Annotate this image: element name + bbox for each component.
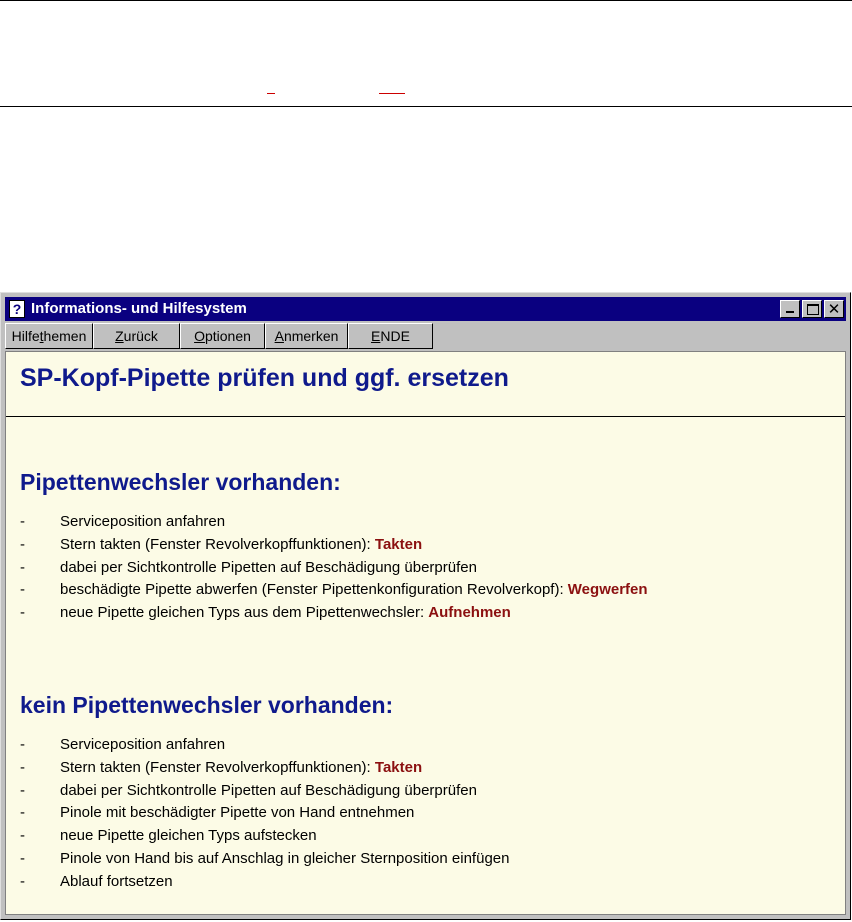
page-title: SP-Kopf-Pipette prüfen und ggf. ersetzen (20, 364, 509, 392)
help-app-icon[interactable]: ? (9, 300, 25, 318)
maximize-icon (803, 301, 821, 317)
back-button[interactable]: Zurück (93, 323, 180, 349)
exit-button[interactable]: ENDE (348, 323, 433, 349)
red-underline-mark (379, 93, 405, 94)
help-window (0, 292, 851, 920)
help-content-pane: SP-Kopf-Pipette prüfen und ggf. ersetzen Pipettenwechsler vorhanden: - Serviceposition anfahren - Stern takten (Fenster Revolverkopffunktionen): Takten - dabei per Sichtkontrolle Pipetten auf Beschädigung überprüfen - beschädigte Pipette abwerfen (Fenster Pipettenkonfiguration Revolverkopf): Wegwerfen - neue Pipette gleichen Typs aus dem Pipettenwechsler: Aufnehmen kein Pipettenwechsler vorhanden: - Serviceposition anfahren - Stern takten (Fenster Revolverkopffunktionen): Takten - dabei per Sichtkontrolle Pipetten auf Beschädigung überprüfen - Pinole mit beschädigter Pipette von Hand entnehmen - neue Pipette gleichen Typs aufstecken - Pinole von Hand bis auf Anschlag in gleicher Sternposition einfügen - Ablauf fortsetzen (5, 351, 846, 915)
section-heading-without-changer: kein Pipettenwechsler vorhanden: (20, 692, 394, 718)
title-divider (6, 416, 845, 417)
title-bar[interactable] (5, 297, 846, 321)
page-bottom-divider (0, 106, 852, 107)
window-title: Informations- und Hilfesystem (31, 300, 247, 317)
command-link-aufnehmen: Aufnehmen (428, 604, 511, 622)
command-link-takten: Takten (374, 535, 423, 553)
minimize-icon (781, 301, 799, 317)
close-button[interactable] (824, 300, 844, 318)
close-icon: ✕ (827, 300, 841, 318)
command-link-wegwerfen: Wegwerfen (567, 581, 648, 599)
toolbar (5, 323, 846, 349)
red-underline-mark (267, 93, 275, 94)
options-button[interactable]: Optionen (180, 323, 265, 349)
section-heading-with-changer: Pipettenwechsler vorhanden: (20, 469, 341, 495)
help-topics-button[interactable]: Hilfethemen (5, 323, 93, 349)
annotate-button[interactable]: Anmerken (265, 323, 348, 349)
maximize-button[interactable] (802, 300, 822, 318)
minimize-button[interactable] (780, 300, 800, 318)
page-top-divider (0, 0, 852, 1)
command-link-takten: Takten (374, 758, 423, 776)
